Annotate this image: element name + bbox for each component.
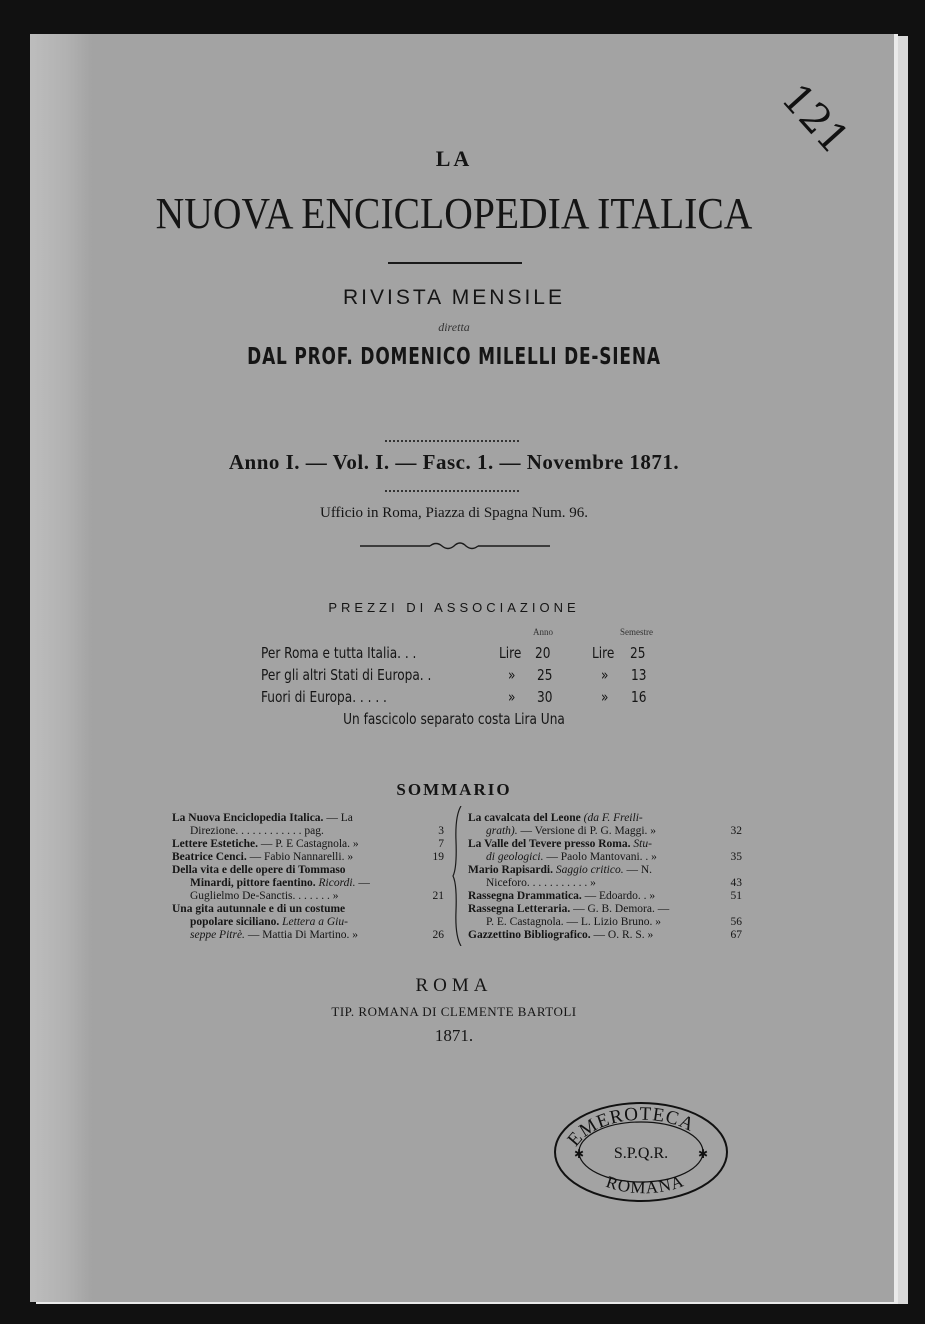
toc-entry: Beatrice Cenci. — Fabio Nannarelli. » 19 — [172, 851, 444, 863]
title-article: LA — [435, 146, 473, 171]
library-stamp — [552, 1100, 730, 1204]
toc-entry: Gazzettino Bibliografico. — O. R. S. » 67 — [468, 929, 742, 941]
price-row-unit: Lire — [499, 644, 522, 662]
shelfmark-number: 121 — [772, 75, 858, 163]
price-row-unit: » — [508, 666, 516, 684]
price-col-anno: Anno — [533, 627, 553, 637]
toc-entry: Rassegna Drammatica. — Edoardo. . » 51 — [468, 890, 742, 902]
stamp-bottom-text: ROMANA — [603, 1171, 687, 1198]
toc-entry: Lettere Estetiche. — P. E Castagnola. » 7 — [172, 838, 444, 850]
dotted-rule-bottom — [385, 490, 519, 492]
price-row-semestre: 13 — [631, 666, 647, 684]
price-row-anno: 20 — [535, 644, 551, 662]
office-address: Ufficio in Roma, Piazza di Spagna Num. 96. — [319, 505, 588, 521]
toc-entry: Rassegna Letteraria. — G. B. Demora. — P. E. Castagnola. — L. Lizio Bruno. » 56 — [468, 903, 742, 928]
directed-by-label: diretta — [438, 320, 470, 334]
dotted-rule-top — [385, 440, 519, 442]
contents-brace — [452, 806, 464, 946]
journal-subtitle: RIVISTA MENSILE — [343, 286, 565, 309]
toc-entry: Una gita autunnale e di un costume popolare siciliano. Lettera a Giu- seppe Pitrè. — Mattia Di Martino. » 26 — [172, 903, 444, 941]
prices-heading: PREZZI DI ASSOCIAZIONE — [328, 600, 580, 615]
contents-heading: SOMMARIO — [396, 780, 512, 799]
issue-line: Anno I. — Vol. I. — Fasc. 1. — Novembre 1871. — [228, 450, 680, 474]
svg-text:ROMANA — [604, 1171, 687, 1197]
toc-entry: La cavalcata del Leone (da F. Freili- grath). — Versione di P. G. Maggi. » 32 — [468, 812, 742, 837]
price-col-semestre: Semestre — [620, 627, 653, 637]
price-row-unit: » — [601, 688, 609, 706]
toc-entry: Della vita e delle opere di Tommaso Minardi, pittore faentino. Ricordi. — Guglielmo De-Sanctis. . . . . . . » 21 — [172, 864, 444, 902]
toc-left-column — [172, 812, 444, 942]
toc-entry: La Valle del Tevere presso Roma. Stu- di geologici. — Paolo Mantovani. . » 35 — [468, 838, 742, 863]
single-issue-note: Un fascicolo separato costa Lira Una — [343, 710, 565, 728]
price-row-semestre: 16 — [631, 688, 647, 706]
stamp-middle-text: S.P.Q.R. — [613, 1145, 669, 1162]
journal-title: NUOVA ENCICLOPEDIA ITALICA — [155, 189, 753, 238]
price-row-semestre: 25 — [630, 644, 646, 662]
editor-name: DAL PROF. DOMENICO MILELLI DE-SIENA — [247, 344, 661, 370]
imprint-year: 1871. — [434, 1026, 474, 1045]
title-rule — [388, 262, 522, 264]
price-row-unit: » — [601, 666, 609, 684]
price-row-label: Per Roma e tutta Italia. . . — [261, 644, 417, 662]
price-row-label: Per gli altri Stati di Europa. . — [261, 666, 432, 684]
imprint-city: ROMA — [415, 975, 493, 996]
toc-entry: Mario Rapisardi. Saggio critico. — N. Niceforo. . . . . . . . . . . » 43 — [468, 864, 742, 889]
price-row-anno: 30 — [537, 688, 553, 706]
stamp-top-text: EMEROTECA — [563, 1103, 698, 1151]
toc-entry: La Nuova Enciclopedia Italica. — La Direzione. . . . . . . . . . . . pag. 3 — [172, 812, 444, 837]
price-row-label: Fuori di Europa. . . . . — [261, 688, 387, 706]
svg-text:EMEROTECA — [564, 1104, 698, 1151]
price-row-anno: 25 — [537, 666, 553, 684]
toc-right-column — [468, 812, 742, 942]
price-row-unit: Lire — [592, 644, 615, 662]
star-icon: ✱ — [574, 1147, 585, 1161]
price-row-unit: » — [508, 688, 516, 706]
imprint-printer: TIP. ROMANA DI CLEMENTE BARTOLI — [331, 1004, 577, 1019]
star-icon: ✱ — [698, 1147, 709, 1161]
ornament-divider — [360, 536, 550, 556]
